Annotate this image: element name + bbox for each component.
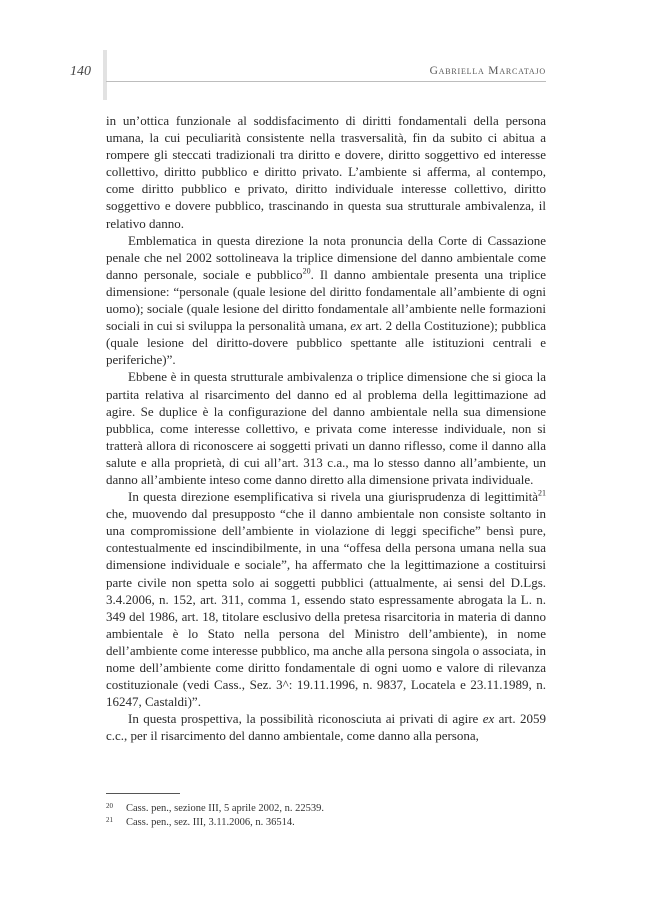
italic-term: ex: [350, 318, 362, 334]
footnote: [106, 816, 546, 830]
body-paragraph: [106, 112, 546, 232]
footnote-rule: [106, 793, 180, 794]
body-paragraph: [106, 232, 546, 369]
paragraph-text: in un’ottica funzionale al soddisfacimento di diritti fondamentali della persona umana, la cui peculiarità consistente nella trasversalità, fin da subito ci abitua a rompere gli steccati tradizionali tra diritto e dovere, diritto soggettivo ed interesse collettivo, diritto pubblico e diritto privato. L’ambiente si afferma, al contempo, come diritto pubblico e privato, diritto individuale interesse collettivo, diritto soggettivo e dovere pubblico, trascinando in questa sua strutturale ambivalenza, il relativo danno.: [106, 113, 546, 231]
paragraph-text: art. 2 della Costituzione); pubblica (quale lesione del diritto-dovere pubblico spettante alle istituzioni centrali e periferiche)”.: [106, 318, 546, 368]
footnote-text: Cass. pen., sezione III, 5 aprile 2002, n. 22539.: [126, 803, 324, 814]
body-paragraph: [106, 488, 546, 710]
paragraph-text: Ebbene è in questa strutturale ambivalenza o triplice dimensione che si gioca la partita relativa al risarcimento del danno ed al problema della legittimazione ad agire. Se duplice è la configurazione del danno ambientale nella sua dimensione pubblica, come interesse collettivo, e privata come interesse individuale, non si tratterà allora di riconoscere ai soggetti privati un danno riflesso, come il danno alla salute e alla proprietà, di cui all’art. 313 c.a., ma lo stesso danno all’ambiente, un danno all’ambiente inteso come danno diretto alla dimensione privata individuale.: [106, 369, 546, 487]
paragraph-text: che, muovendo dal presupposto “che il danno ambientale non consiste soltanto in una compromissione dell’ambiente in violazione di leggi specifiche” bensì pure, contestualmente ed inscindibilmente, in una “offesa della persona umana nella sua dimensione individuale e sociale”, ha affermato che la legittimazione a costituirsi parte civile non spetta solo ai soggetti pubblici (attualmente, ai sensi del D.Lgs. 3.4.2006, n. 152, art. 311, comma 1, essendo stato espressamente abrogata la L. n. 349 del 1986, art. 18, titolare esclusivo della pretesa risarcitoria in materia di danno ambientale è lo Stato nella persona del Ministro dell’ambiente), in nome dell’ambiente come interesse pubblico, ma anche alla persona singola o associata, in nome dell’ambiente come diritto fondamentale di ogni uomo e valore di rilevanza costituzionale (vedi Cass., Sez. 3^: 19.11.1996, n. 9837, Locatela e 23.11.1989, n. 16247, Castaldi)”.: [106, 506, 546, 710]
paragraph-text: In questa prospettiva, la possibilità riconosciuta ai privati di agire: [128, 711, 483, 727]
italic-term: ex: [482, 711, 495, 727]
margin-bar: [103, 50, 107, 100]
body-text: [106, 112, 546, 744]
footnote-number: 20: [106, 802, 113, 810]
paragraph-text: Emblematica in questa direzione la nota pronuncia della Corte di Cassazione penale che nel 2002 sottolineava la triplice dimensione del danno ambientale come danno personale, sociale e pubblico: [106, 232, 546, 282]
footnote-text: Cass. pen., sez. III, 3.11.2006, n. 36514.: [126, 817, 295, 828]
footnote-number: 21: [106, 816, 113, 824]
body-paragraph: [106, 368, 546, 488]
paragraph-text: art. 2059 c.c., per il risarcimento del danno ambientale, come danno alla persona,: [106, 711, 547, 744]
footnote-reference: 21: [538, 488, 546, 498]
footnote-reference: 20: [302, 266, 311, 276]
paragraph-text: In questa direzione esemplificativa si rivela una giurisprudenza di legittimità: [128, 489, 538, 505]
body-paragraph: [106, 710, 546, 744]
running-header-author: Gabriella Marcatajo: [429, 65, 546, 77]
header-rule: [106, 81, 546, 82]
footnote: [106, 802, 546, 816]
paragraph-text: . Il danno ambientale presenta una triplice dimensione: “personale (quale lesione del diritto fondamentale all’ambiente di ogni uomo); sociale (quale lesione del diritto fondamentale all’ambiente nelle formazioni sociali in cui si sviluppa la personalità umana,: [106, 266, 547, 334]
page-number: 140: [70, 64, 91, 79]
footnotes: [106, 802, 546, 830]
